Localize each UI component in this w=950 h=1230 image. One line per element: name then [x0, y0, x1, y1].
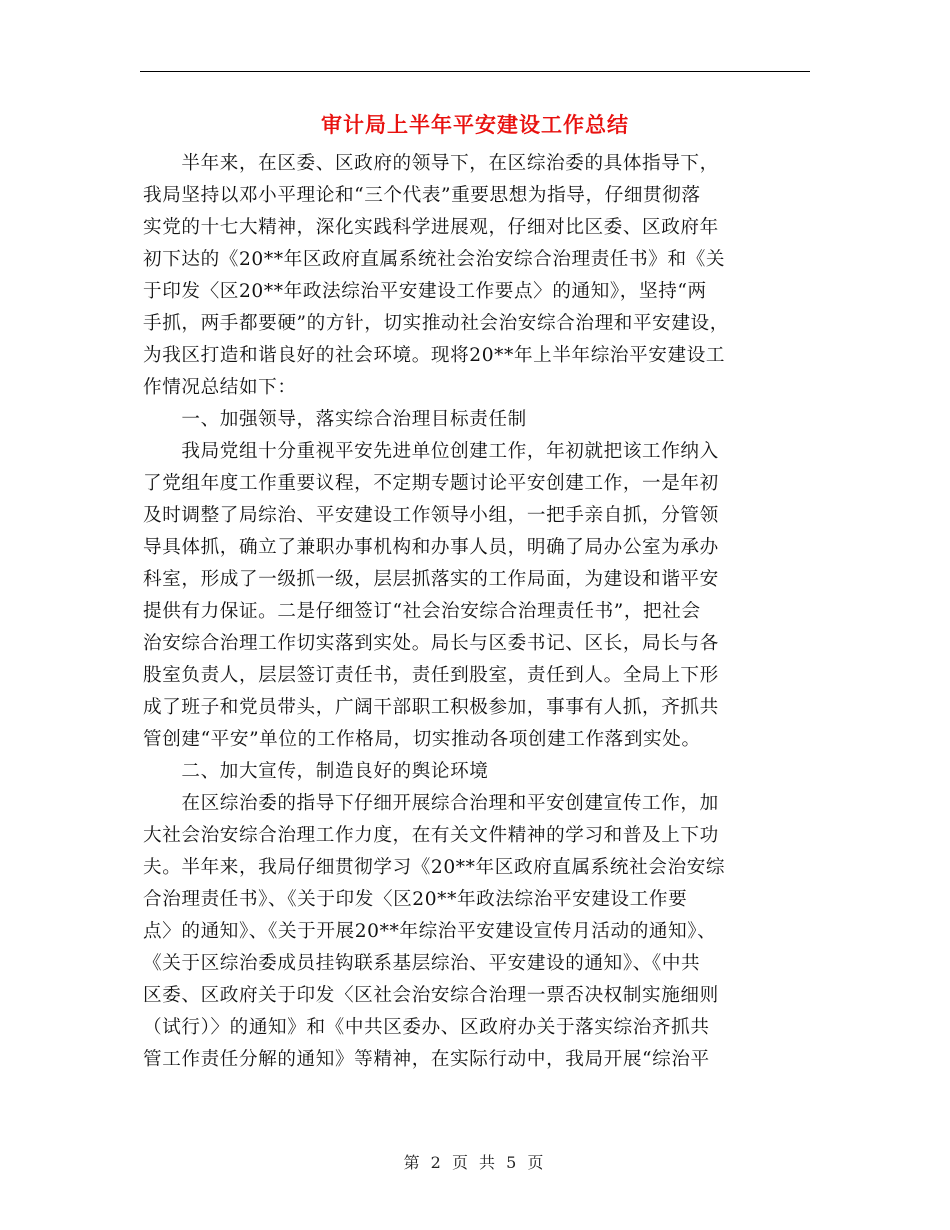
text-line: 点〉的通知》、《关于开展20**年综治平安建设宣传月活动的通知》、	[143, 921, 717, 942]
text-line: 我局党组十分重视平安先进单位创建工作，年初就把该工作纳入	[143, 441, 719, 462]
text-line: 股室负责人，层层签订责任书，责任到股室，责任到人。全局上下形	[143, 665, 719, 686]
text-line: 为我区打造和谐良好的社会环境。现将20**年上半年综治平安建设工	[143, 345, 726, 366]
text-line: 导具体抓，确立了兼职办事机构和办事人员，明确了局办公室为承办	[143, 537, 719, 558]
text-line: 区委、区政府关于印发〈区社会治安综合治理一票否决权制实施细则	[143, 985, 719, 1006]
text-line: 一、加强领导，落实综合治理目标责任制	[143, 409, 527, 430]
page-footer: 第 2 页 共 5 页	[403, 1153, 547, 1172]
text-line: 治安综合治理工作切实落到实处。局长与区委书记、区长，局长与各	[143, 633, 719, 654]
text-line: 了党组年度工作重要议程，不定期专题讨论平安创建工作，一是年初	[143, 473, 719, 494]
text-line: 二、加大宣传，制造良好的舆论环境	[143, 761, 489, 782]
document-title: 审计局上半年平安建设工作总结	[321, 112, 629, 137]
text-line: 于印发〈区20**年政法综治平安建设工作要点〉的通知》，坚持“两	[143, 281, 707, 302]
text-line: 《关于区综治委成员挂钩联系基层综治、平安建设的通知》、《中共	[143, 953, 701, 974]
text-line: 提供有力保证。二是仔细签订“社会治安综合治理责任书”，把社会	[143, 601, 701, 622]
text-line: 我局坚持以邓小平理论和“三个代表”重要思想为指导，仔细贯彻落	[143, 185, 701, 206]
text-line: 半年来，在区委、区政府的领导下，在区综治委的具体指导下，	[143, 153, 719, 174]
text-line: 作情况总结如下：	[143, 377, 297, 398]
top-rule	[140, 71, 810, 72]
text-line: 合治理责任书》、《关于印发〈区20**年政法综治平安建设工作要	[143, 889, 688, 910]
document-body	[143, 148, 813, 1076]
text-line: 管创建“平安”单位的工作格局，切实推动各项创建工作落到实处。	[143, 729, 701, 750]
text-line: （试行）〉的通知》和《中共区委办、区政府办关于落实综治齐抓共	[143, 1017, 710, 1038]
text-line: 夫。半年来，我局仔细贯彻学习《20**年区政府直属系统社会治安综	[143, 857, 726, 878]
text-line: 大社会治安综合治理工作力度，在有关文件精神的学习和普及上下功	[143, 825, 719, 846]
text-line: 成了班子和党员带头，广阔干部职工积极参加，事事有人抓，齐抓共	[143, 697, 719, 718]
text-line: 手抓，两手都要硬”的方针，切实推动社会治安综合治理和平安建设，	[143, 313, 729, 334]
text-line: 在区综治委的指导下仔细开展综合治理和平安创建宣传工作，加	[143, 793, 719, 814]
text-line: 管工作责任分解的通知》等精神，在实际行动中，我局开展“综治平	[143, 1049, 710, 1070]
text-line: 初下达的《20**年区政府直属系统社会治安综合治理责任书》和《关	[143, 249, 726, 270]
text-line: 实党的十七大精神，深化实践科学进展观，仔细对比区委、区政府年	[143, 217, 719, 238]
text-line: 及时调整了局综治、平安建设工作领导小组，一把手亲自抓，分管领	[143, 505, 719, 526]
text-line: 科室，形成了一级抓一级，层层抓落实的工作局面，为建设和谐平安	[143, 569, 719, 590]
